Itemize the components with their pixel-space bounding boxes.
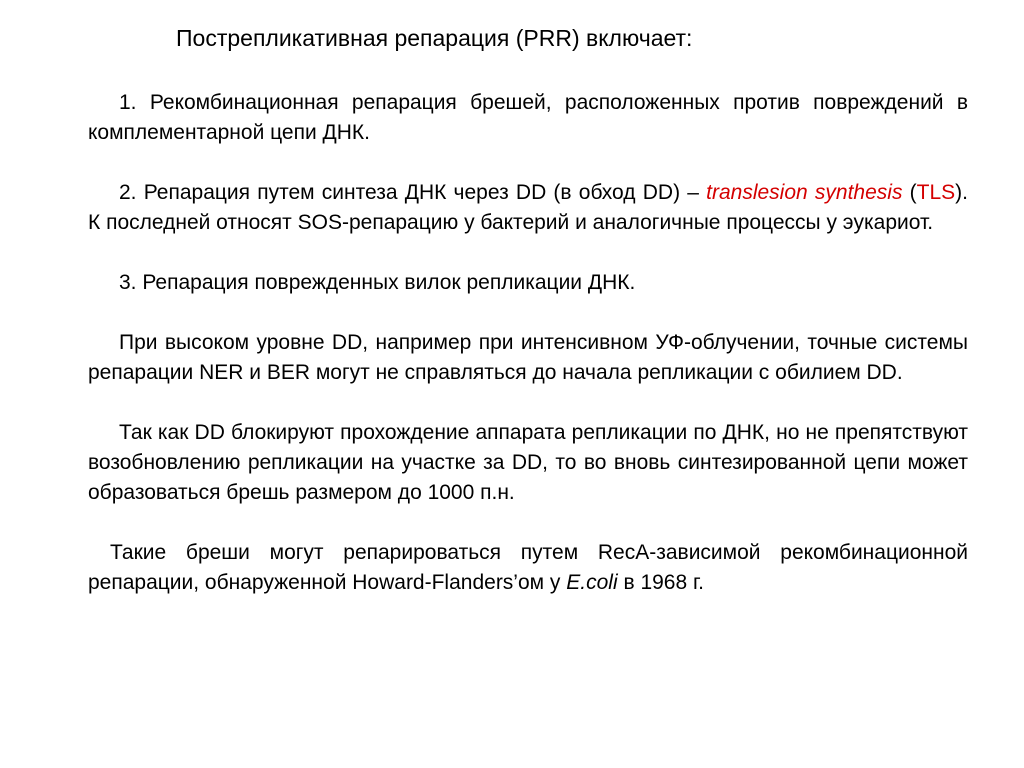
- spacer: [88, 298, 968, 328]
- spacer: [88, 148, 968, 178]
- list-item-3: 3. Репарация поврежденных вилок репликации ДНК.: [119, 271, 636, 294]
- paragraph-reca-text-end: в 1968 г.: [617, 571, 704, 594]
- spacer: [88, 508, 968, 538]
- organism-name: E.coli: [566, 571, 618, 594]
- list-item-2-paren: (: [902, 181, 917, 204]
- spacer: [88, 388, 968, 418]
- paragraph-high-dd-level: При высоком уровне DD, например при интенсивном УФ-облучении, точные системы репарации NER и BER могут не справляться до начала репликации с обилием DD.: [88, 331, 968, 384]
- paragraph-reca-repair: [88, 538, 968, 598]
- paragraph-reca-text-start: Такие бреши могут репарироваться путем RecA-зависимой рекомбинационной репарации, обнаруженной Howard-Flanders’ом у: [88, 541, 968, 594]
- list-item-2-text-end: ). К последней относят SOS-репарацию у бактерий и аналогичные процессы у эукариот.: [88, 181, 968, 234]
- list-item-2-text-start: 2. Репарация путем синтеза ДНК через DD (в обход DD) –: [119, 181, 707, 204]
- spacer: [88, 238, 968, 268]
- paragraph-gap-formation: Так как DD блокируют прохождение аппарата репликации по ДНК, но не препятствуют возобновлению репликации на участке за DD, то во вновь синтезированной цепи может образоваться брешь размером до 1000 п.н.: [88, 421, 968, 504]
- abbr-tls: TLS: [916, 181, 956, 204]
- list-item-2: [88, 178, 968, 238]
- list-item-1: 1. Рекомбинационная репарация брешей, расположенных против повреждений в комплементарной цепи ДНК.: [88, 91, 968, 144]
- slide-title: Пострепликативная репарация (PRR) включает:: [176, 25, 693, 51]
- slide-body: [88, 88, 968, 598]
- term-translesion-synthesis: translesion synthesis: [706, 181, 903, 204]
